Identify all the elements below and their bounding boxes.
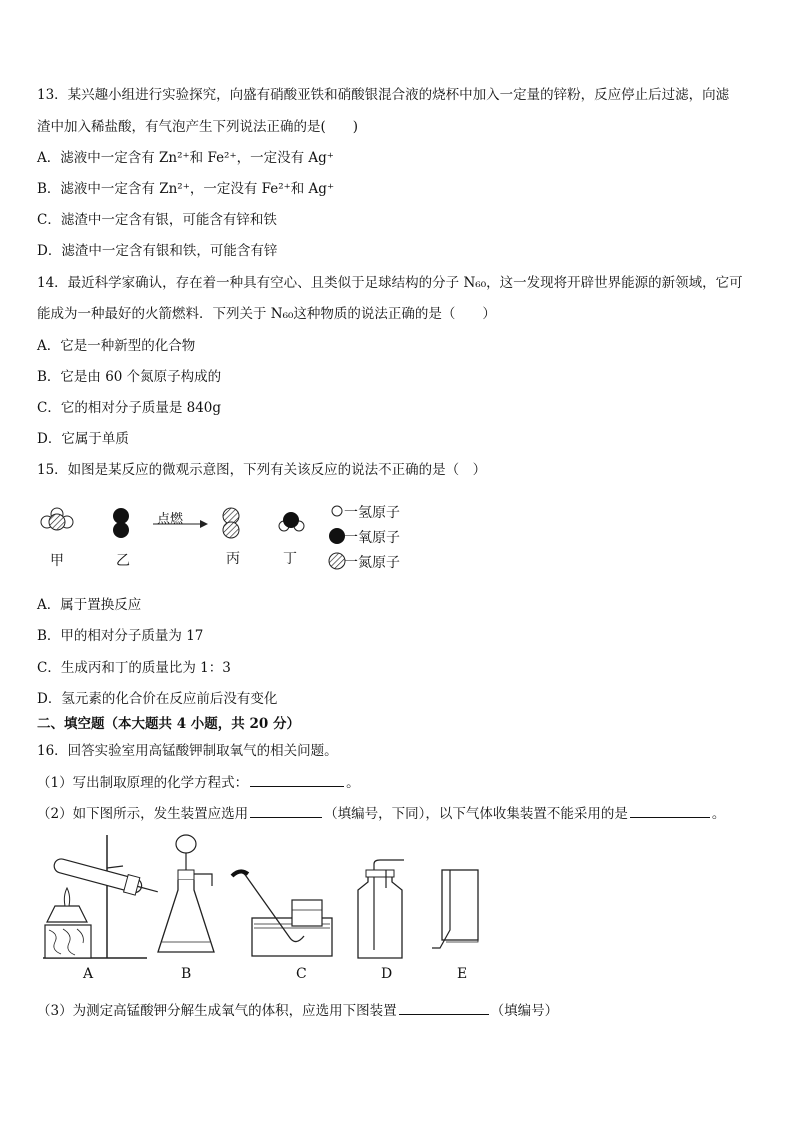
- q14-option-c: C．它的相对分子质量是 840g: [37, 400, 222, 416]
- reaction-condition: 点燃: [157, 512, 184, 527]
- molecule-ding-icon: [279, 512, 304, 531]
- q14-option-d: D．它属于单质: [37, 431, 129, 447]
- nitrogen-atom-icon: [329, 553, 345, 569]
- hydrogen-atom-icon: [332, 506, 342, 516]
- molecule-bing-icon: [223, 508, 239, 538]
- q13-option-c: C．滤渣中一定含有银，可能含有锌和铁: [37, 212, 277, 228]
- q15-stem: 15．如图是某反应的微观示意图，下列有关该反应的说法不正确的是（ ）: [37, 462, 487, 478]
- q13-option-a: A．滤液中一定含有 Zn²⁺和 Fe²⁺，一定没有 Ag⁺: [37, 150, 334, 166]
- molecule-label-bing: 丙: [226, 551, 240, 567]
- q16-answer-blank-1[interactable]: [250, 772, 344, 787]
- q16-part2-suffix: 。: [711, 806, 726, 822]
- apparatus-label-d: D: [381, 966, 393, 982]
- q16-answer-blank-4[interactable]: [399, 1000, 489, 1015]
- molecule-jia-icon: [41, 508, 73, 530]
- section-title: 二、填空题（本大题共 4 小题，共 20 分）: [37, 716, 300, 732]
- molecule-yi-icon: [113, 508, 129, 538]
- apparatus-a-icon: [35, 830, 155, 960]
- apparatus-label-c: C: [296, 966, 307, 982]
- legend-nitrogen: 一氮原子: [344, 555, 400, 571]
- q14-stem-line2: 能成为一种最好的火箭燃料．下列关于 N₆₀这种物质的说法正确的是（ ）: [37, 306, 496, 322]
- legend-oxygen: 一氧原子: [344, 530, 400, 546]
- q13-option-d: D．滤渣中一定含有银和铁，可能含有锌: [37, 243, 278, 259]
- q16-answer-blank-3[interactable]: [630, 803, 710, 818]
- q16-part2: [37, 802, 725, 822]
- molecule-label-ding: 丁: [283, 551, 297, 567]
- q16-answer-blank-2[interactable]: [250, 803, 322, 818]
- apparatus-b-icon: [150, 830, 220, 960]
- q16-part3-prefix: （3）为测定高锰酸钾分解生成氧气的体积，应选用下图装置: [37, 1003, 397, 1019]
- q15-option-b: B．甲的相对分子质量为 17: [37, 628, 204, 644]
- q16-stem: 16．回答实验室用高锰酸钾制取氧气的相关问题。: [37, 743, 338, 759]
- q16-part3: [37, 999, 558, 1019]
- apparatus-label-a: A: [83, 966, 94, 982]
- molecule-label-yi: 乙: [116, 553, 130, 569]
- q16-part2-middle: （填编号，下同），以下气体收集装置不能采用的是: [324, 806, 628, 822]
- apparatus-label-e: E: [457, 966, 468, 982]
- q16-part1: [37, 771, 360, 791]
- apparatus-d-icon: [350, 830, 410, 960]
- q16-part1-suffix: 。: [346, 775, 360, 791]
- q15-option-a: A．属于置换反应: [37, 597, 142, 613]
- molecule-label-jia: 甲: [50, 553, 64, 569]
- q16-part3-suffix: （填编号）: [490, 1003, 559, 1019]
- q13-stem-line1: 13．某兴趣小组进行实验探究，向盛有硝酸亚铁和硝酸银混合液的烧杯中加入一定量的锌粉，反应停止后过滤，向滤: [37, 87, 730, 103]
- q15-option-c: C．生成丙和丁的质量比为 1：3: [37, 660, 231, 676]
- apparatus-e-icon: [428, 830, 488, 960]
- q13-stem-line2: 渣中加入稀盐酸，有气泡产生下列说法正确的是( ): [37, 119, 359, 135]
- oxygen-atom-icon: [329, 528, 345, 544]
- legend-hydrogen: 一氢原子: [344, 505, 400, 521]
- apparatus-label-b: B: [181, 966, 192, 982]
- apparatus-c-icon: [230, 830, 340, 960]
- q16-part2-prefix: （2）如下图所示，发生装置应选用: [37, 806, 249, 822]
- q14-stem-line1: 14．最近科学家确认，存在着一种具有空心、且类似于足球结构的分子 N₆₀，这一发现将开辟世界能源的新领域，它可: [37, 275, 743, 291]
- q15-option-d: D．氢元素的化合价在反应前后没有变化: [37, 691, 278, 707]
- q16-part1-prefix: （1）写出制取原理的化学方程式：: [37, 775, 249, 791]
- q14-option-a: A．它是一种新型的化合物: [37, 338, 196, 354]
- q13-option-b: B．滤液中一定含有 Zn²⁺，一定没有 Fe²⁺和 Ag⁺: [37, 181, 335, 197]
- q14-option-b: B．它是由 60 个氮原子构成的: [37, 369, 222, 385]
